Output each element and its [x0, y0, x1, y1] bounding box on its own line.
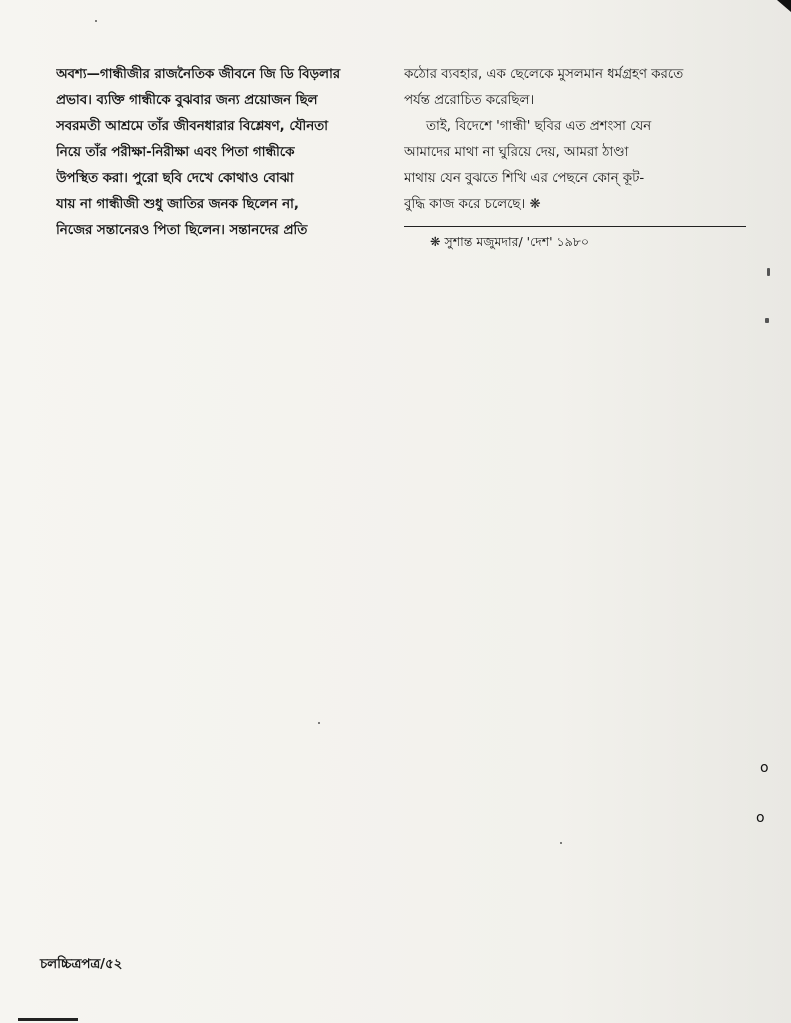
left-line-1: অবশ্য—গান্ধীজীর রাজনৈতিক জীবনে জি ডি বিড়লার	[56, 67, 341, 82]
footnote-citation: ❋ সুশান্ত মজুমদার/ 'দেশ' ১৯৮০	[430, 234, 589, 249]
scan-speck	[95, 20, 97, 22]
scan-speck	[767, 268, 770, 276]
left-line-3: সবরমতী আশ্রমে তাঁর জীবনধারার বিশ্লেষণ, যৌনতা	[56, 119, 328, 134]
scan-speck	[318, 722, 320, 724]
right-line-6: বুদ্ধি কাজ করে চলেছে। ❋	[404, 197, 541, 212]
left-line-6: যায় না গান্ধীজী শুধু জাতির জনক ছিলেন না,	[56, 197, 299, 212]
bottom-edge-mark	[18, 1018, 78, 1021]
right-line-4: আমাদের মাথা না ঘুরিয়ে দেয়, আমরা ঠাণ্ডা	[404, 145, 629, 160]
right-line-2: পর্যন্ত প্ররোচিত করেছিল।	[404, 93, 535, 108]
left-line-5: উপস্থিত করা। পুরো ছবি দেখে কোথাও বোঝা	[56, 171, 294, 186]
footnote-divider	[404, 226, 746, 227]
right-line-1: কঠোর ব্যবহার, এক ছেলেকে মুসলমান ধর্মগ্রহণ করতে	[404, 67, 684, 82]
scan-speck	[765, 318, 769, 323]
page-corner-mark	[777, 0, 791, 12]
margin-mark-a: o	[760, 760, 769, 776]
right-text-column	[404, 62, 746, 218]
page-folio: চলচ্চিত্রপত্র/৫২	[40, 957, 123, 972]
left-line-4: নিয়ে তাঁর পরীক্ষা-নিরীক্ষা এবং পিতা গান্ধীকে	[56, 145, 295, 160]
scan-speck	[560, 842, 562, 844]
left-text-column	[56, 62, 388, 244]
margin-mark-b: o	[756, 810, 765, 826]
left-line-2: প্রভাব। ব্যক্তি গান্ধীকে বুঝবার জন্য প্রয়োজন ছিল	[56, 93, 318, 108]
left-line-7: নিজের সন্তানেরও পিতা ছিলেন। সন্তানদের প্রতি	[56, 223, 308, 238]
right-line-5: মাথায় যেন বুঝতে শিখি এর পেছনে কোন্ কূট-	[404, 171, 645, 186]
right-line-3: তাই, বিদেশে 'গান্ধী' ছবির এত প্রশংসা যেন	[426, 119, 652, 134]
